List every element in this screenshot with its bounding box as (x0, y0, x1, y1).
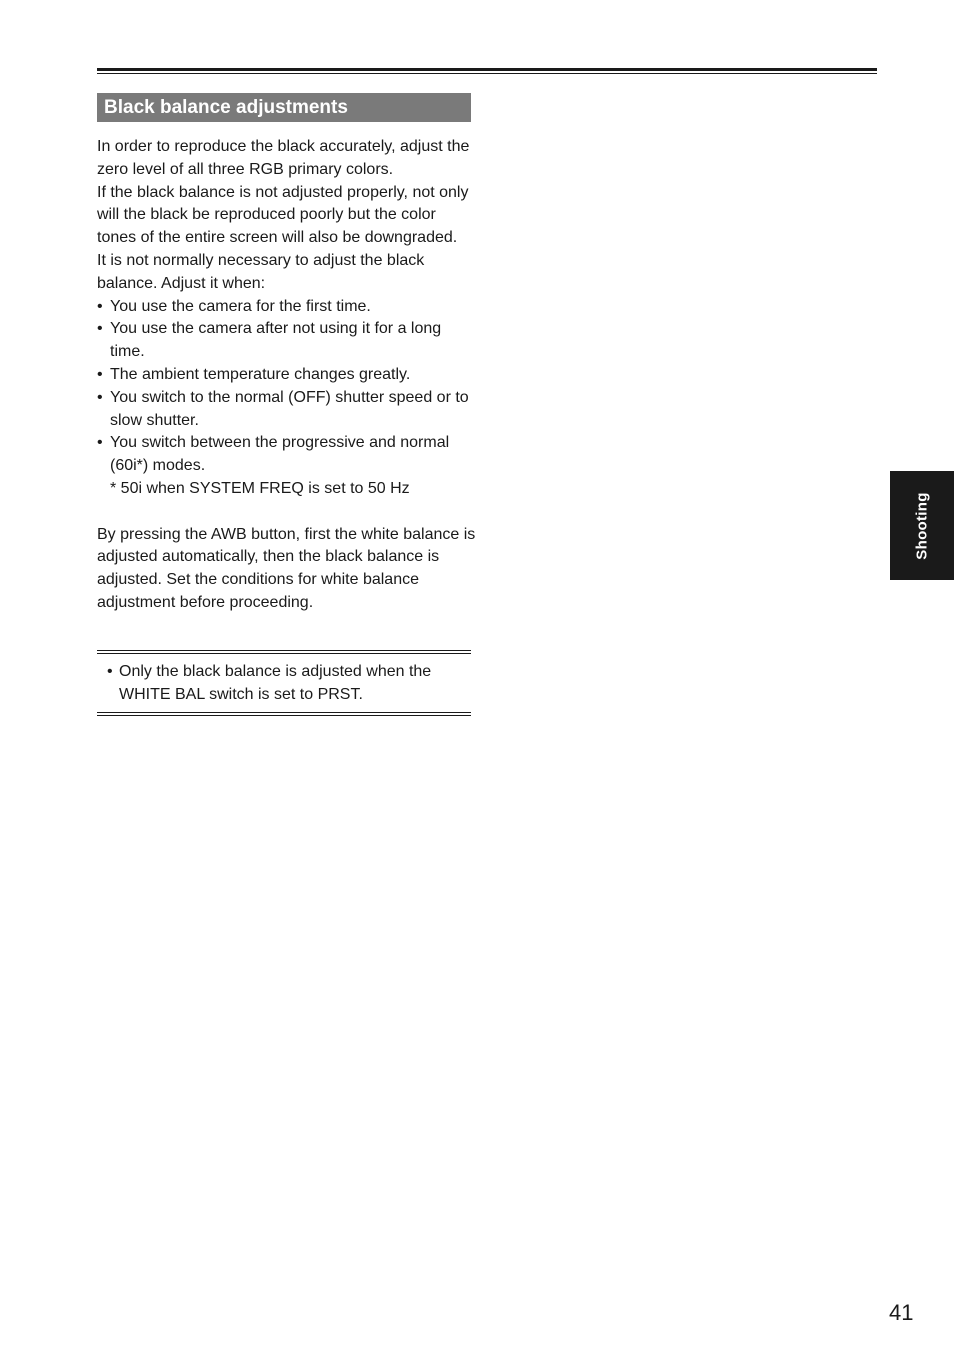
list-item-text: You switch to the normal (OFF) shutter speed or to slow shutter. (110, 388, 469, 429)
chapter-tab (890, 471, 954, 580)
list-item (97, 432, 477, 478)
list-item-text: You use the camera for the first time. (110, 297, 371, 315)
warning-paragraph: If the black balance is not adjusted properly, not only will the black be reproduced poorly but the color tones of the entire screen will also be downgraded. (97, 183, 469, 247)
chapter-tab-label: Shooting (913, 491, 931, 560)
paragraph-gap (97, 501, 477, 524)
list-item-text: The ambient temperature changes greatly. (110, 365, 411, 383)
list-item-text: You switch between the progressive and normal (60i*) modes. (110, 434, 450, 475)
note-text: Only the black balance is adjusted when the WHITE BAL switch is set to PRST. (119, 663, 432, 703)
top-rule-thin (97, 73, 877, 74)
list-item (97, 296, 477, 319)
top-rule-thick (97, 68, 877, 71)
body-text (97, 136, 477, 615)
condition-list (97, 296, 477, 478)
bullet-icon: • (97, 434, 103, 452)
page-number: 41 (889, 1300, 914, 1325)
section-heading: Black balance adjustments (97, 93, 471, 122)
bullet-icon: • (97, 365, 103, 383)
note-bottom-rule (97, 712, 471, 716)
note-content (97, 654, 471, 712)
footnote: * 50i when SYSTEM FREQ is set to 50 Hz (110, 479, 410, 497)
intro-paragraph: In order to reproduce the black accurately, adjust the zero level of all three RGB primary colors. (97, 138, 470, 178)
bullet-icon: • (97, 388, 103, 406)
list-item (97, 387, 477, 433)
bullet-icon: • (97, 320, 103, 338)
when-paragraph: It is not normally necessary to adjust the black balance. Adjust it when: (97, 251, 425, 292)
note-box (97, 650, 471, 716)
list-item (97, 364, 477, 387)
awb-paragraph: By pressing the AWB button, first the white balance is adjusted automatically, then the black balance is adjusted. Set the conditions for white balance adjustment before proceeding. (97, 525, 476, 611)
bullet-icon: • (97, 297, 103, 315)
list-item-text: You use the camera after not using it for a long time. (110, 320, 442, 361)
list-item (97, 318, 477, 364)
bullet-icon: • (107, 663, 113, 680)
top-rule (97, 68, 877, 74)
